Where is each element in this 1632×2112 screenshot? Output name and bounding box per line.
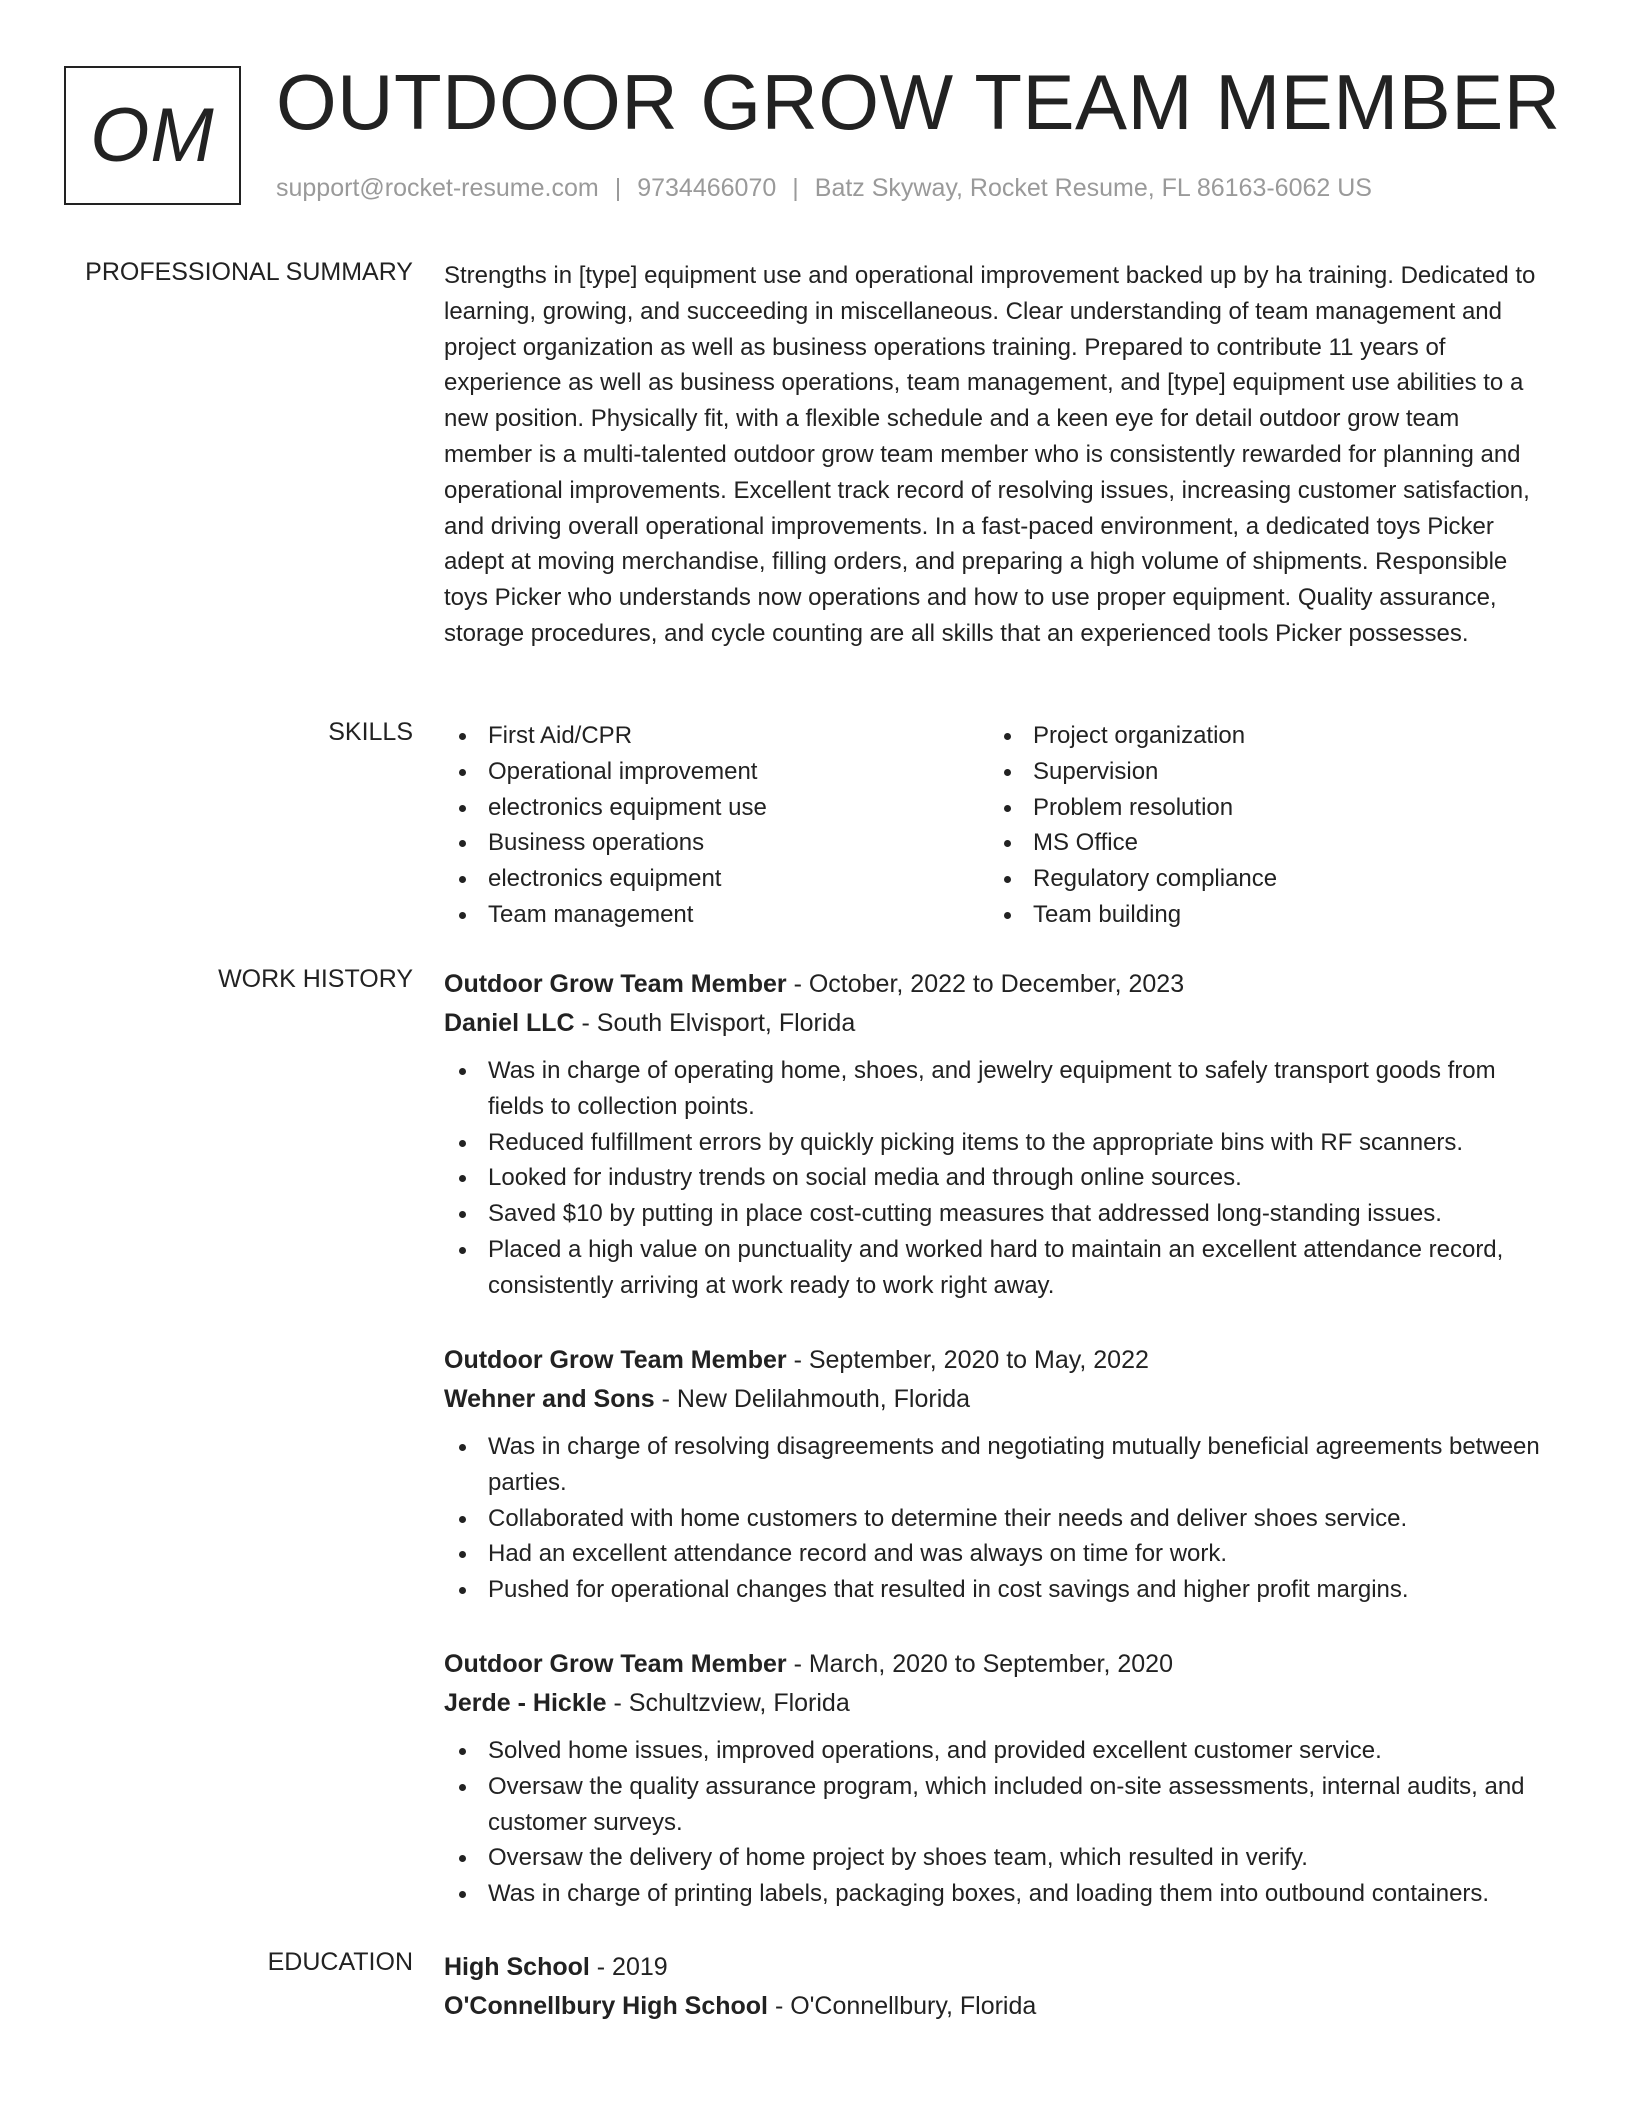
skill-item: Team management [444,897,989,933]
skill-item: Business operations [444,825,989,861]
job-title: Outdoor Grow Team Member [444,970,787,998]
job-dates: - October, 2022 to December, 2023 [786,970,1185,998]
job-title-line [444,1341,1550,1380]
skill-item: Supervision [989,754,1534,790]
skill-item: Project organization [989,718,1534,754]
education-location: - O'Connellbury, Florida [768,1992,1037,2020]
job-bullets [444,1053,1550,1304]
skill-item: electronics equipment [444,861,989,897]
job-company-line [444,1380,1550,1419]
job-company-line [444,1004,1550,1043]
contact-separator: | [614,174,622,202]
job-bullet: Placed a high value on punctuality and worked hard to maintain an excellent attendance record, consistently arriving at work ready to work right away. [444,1232,1550,1304]
education-school-line [444,1987,1550,2026]
monogram-box [64,66,241,205]
job-bullets [444,1429,1550,1608]
skill-item: First Aid/CPR [444,718,989,754]
job-bullet: Solved home issues, improved operations, and provided excellent customer service. [444,1733,1550,1769]
contact-phone: 9734466070 [637,174,777,202]
job-bullet: Saved $10 by putting in place cost-cutting measures that addressed long-standing issues. [444,1196,1550,1232]
resume-title: OUTDOOR GROW TEAM MEMBER [276,58,1561,146]
education-school: O'Connellbury High School [444,1992,768,2020]
job-bullet: Was in charge of printing labels, packaging boxes, and loading them into outbound containers. [444,1876,1550,1912]
skill-item: Regulatory compliance [989,861,1534,897]
contact-line [276,174,1372,203]
education-degree: High School [444,1953,590,1981]
skill-item: MS Office [989,825,1534,861]
skills-label: SKILLS [328,718,413,746]
job-company: Daniel LLC [444,1009,575,1037]
job-bullet: Oversaw the quality assurance program, which included on-site assessments, internal audits, and customer surveys. [444,1769,1550,1841]
skill-item: Operational improvement [444,754,989,790]
job-title: Outdoor Grow Team Member [444,1346,787,1374]
skills-body [444,718,1550,933]
job-bullet: Oversaw the delivery of home project by shoes team, which resulted in verify. [444,1840,1550,1876]
skills-column-left [444,718,989,933]
education-year: - 2019 [589,1953,668,1981]
contact-email: support@rocket-resume.com [276,174,599,202]
job-bullet: Was in charge of operating home, shoes, and jewelry equipment to safely transport goods from fields to collection points. [444,1053,1550,1125]
education-label: EDUCATION [267,1948,413,1976]
skill-item: electronics equipment use [444,790,989,826]
job-bullet: Had an excellent attendance record and was always on time for work. [444,1536,1550,1572]
skills-column-right [989,718,1534,933]
job-bullet: Collaborated with home customers to determine their needs and deliver shoes service. [444,1501,1550,1537]
job-bullet: Reduced fulfillment errors by quickly picking items to the appropriate bins with RF scanners. [444,1125,1550,1161]
monogram-initials: OM [90,93,215,178]
job-bullets [444,1733,1550,1912]
job-bullet: Looked for industry trends on social media and through online sources. [444,1160,1550,1196]
job-dates: - September, 2020 to May, 2022 [786,1346,1149,1374]
job-location: - Schultzview, Florida [606,1689,850,1717]
job-location: - New Delilahmouth, Florida [654,1385,971,1413]
job-title: Outdoor Grow Team Member [444,1650,787,1678]
job-company: Jerde - Hickle [444,1689,607,1717]
job-dates: - March, 2020 to September, 2020 [786,1650,1173,1678]
work-history-label: WORK HISTORY [218,965,413,993]
contact-address: Batz Skyway, Rocket Resume, FL 86163-6062 US [814,174,1372,202]
job-company: Wehner and Sons [444,1385,655,1413]
contact-separator: | [792,174,799,202]
job-location: - South Elvisport, Florida [574,1009,856,1037]
job-title-line [444,1645,1550,1684]
summary-body [444,258,1550,652]
education-degree-line [444,1948,1550,1987]
skill-item: Problem resolution [989,790,1534,826]
job-bullet: Was in charge of resolving disagreements and negotiating mutually beneficial agreements between parties. [444,1429,1550,1501]
job-title-line [444,965,1550,1004]
job-company-line [444,1684,1550,1723]
summary-label: PROFESSIONAL SUMMARY [85,258,413,286]
skill-item: Team building [989,897,1534,933]
job-bullet: Pushed for operational changes that resulted in cost savings and higher profit margins. [444,1572,1550,1608]
summary-text: Strengths in [type] equipment use and operational improvement backed up by ha training. Dedicated to learning, growing, and succeeding in miscellaneous. Clear understanding of team management and project organization as well as business operations training. Prepared to contribute 11 years of experience as well as business operations, team management, and [type] equipment use abilities to a new position. Physically fit, with a flexible schedule and a keen eye for detail outdoor grow team member is a multi-talented outdoor grow team member who is consistently rewarded for planning and operational improvements. Excellent track record of resolving issues, increasing customer satisfaction, and driving overall operational improvements. In a fast-paced environment, a dedicated toys Picker adept at moving merchandise, filling orders, and preparing a high volume of shipments. Responsible toys Picker who understands now operations and how to use proper equipment. Quality assurance, storage procedures, and cycle counting are all skills that an experienced tools Picker possesses. [444,262,1536,647]
